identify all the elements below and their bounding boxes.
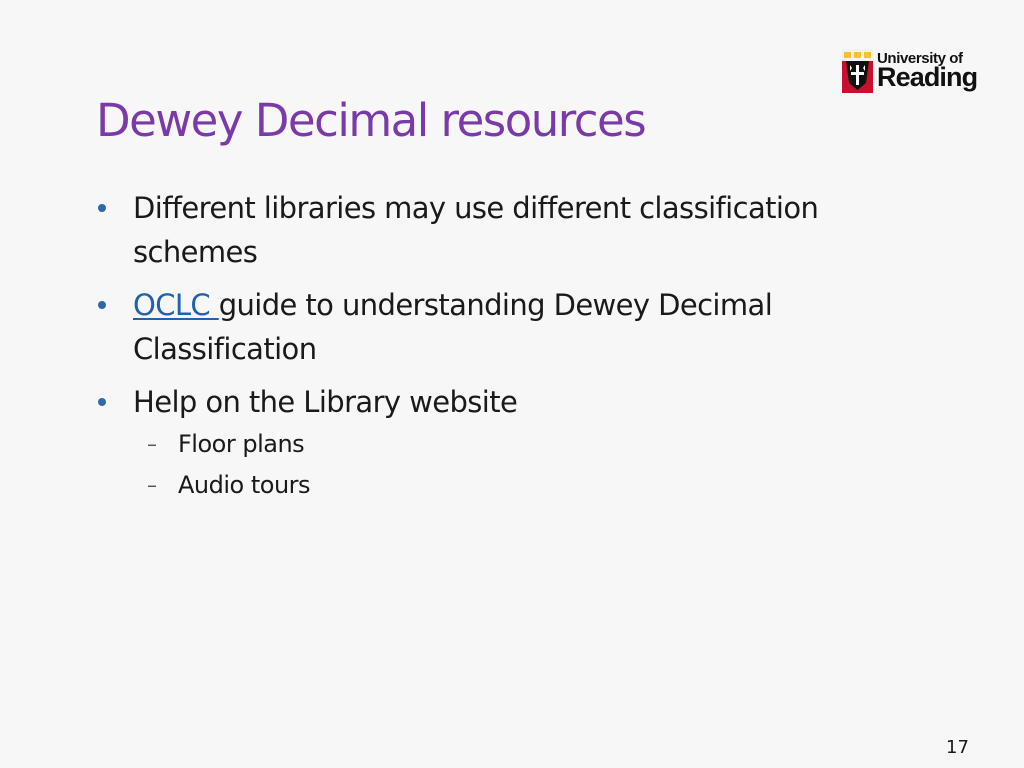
en-dash-icon: – <box>147 473 157 497</box>
page-number: 17 <box>946 737 969 758</box>
sub-bullet-text: Audio tours <box>178 471 311 499</box>
university-logo <box>842 48 976 94</box>
bullet-text: Different libraries may use different classification schemes <box>133 191 819 269</box>
logo-line-reading: Reading <box>877 62 978 92</box>
sub-bullet-audio-tours <box>133 465 886 506</box>
bullet-dot-icon <box>98 301 106 309</box>
bullet-dot-icon <box>98 204 106 212</box>
bullet-item-classification <box>96 186 886 274</box>
logo-line-university: University of <box>877 50 963 67</box>
sub-bullet-list <box>133 424 886 506</box>
logo-wordmark <box>877 51 977 91</box>
en-dash-icon: – <box>147 432 157 456</box>
sub-bullet-floor-plans <box>133 424 886 465</box>
bullet-item-library-help <box>96 380 886 506</box>
oclc-link[interactable]: OCLC <box>133 288 219 322</box>
university-shield-icon <box>842 49 873 93</box>
bullet-item-oclc <box>96 283 886 371</box>
slide-title: Dewey Decimal resources <box>96 94 646 147</box>
sub-bullet-text: Floor plans <box>178 430 305 458</box>
bullet-dot-icon <box>98 398 106 406</box>
bullet-text: guide to understanding Dewey Decimal Classification <box>133 288 773 366</box>
bullet-text: Help on the Library website <box>133 385 518 419</box>
bullet-list <box>96 186 886 515</box>
